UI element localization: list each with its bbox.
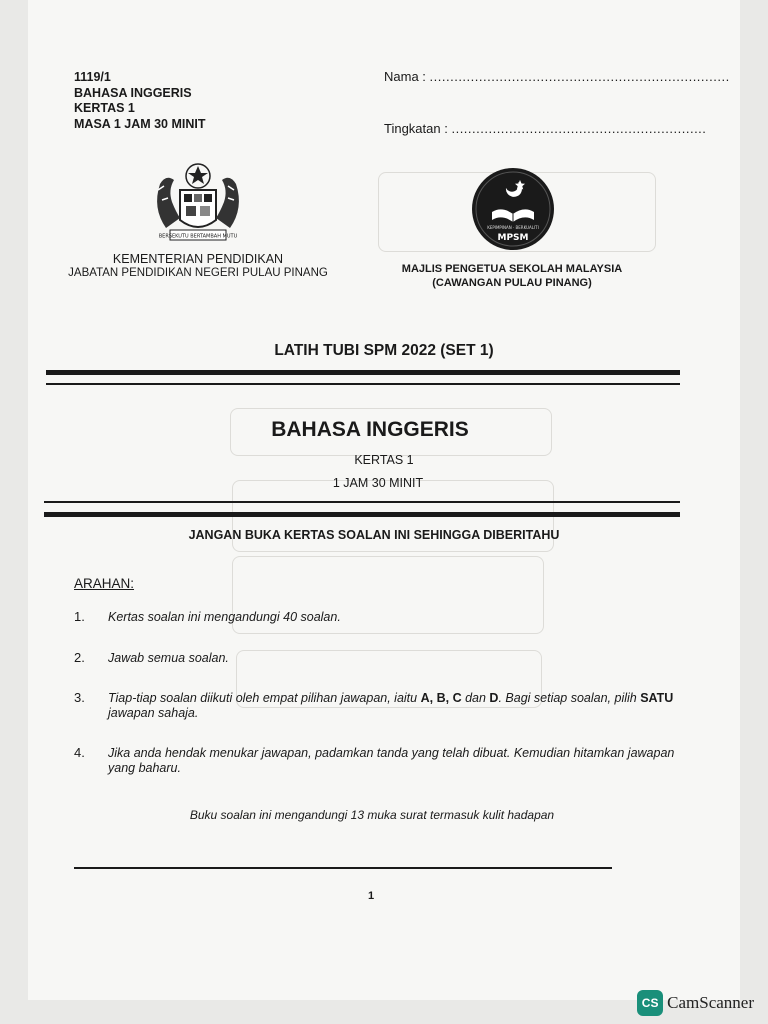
thick-rule-bottom (44, 512, 680, 517)
subject-name: BAHASA INGGERIS (74, 85, 192, 100)
subject-time: 1 JAM 30 MINIT (332, 476, 424, 490)
instruction-number: 1. (74, 609, 85, 624)
instruction-part: Tiap-tiap soalan diikuti oleh empat pilihan jawapan, iaitu (108, 691, 418, 705)
camscanner-logo-icon: CS (637, 990, 663, 1016)
instruction-part: dan (465, 691, 486, 705)
instruction-number: 3. (74, 690, 85, 705)
instruction-part: jawapan sahaja. (108, 706, 199, 720)
form-dots: .............................................................. (451, 121, 707, 136)
instruction-text (108, 691, 678, 721)
option-b-label: B, (436, 691, 450, 705)
name-label: Nama : (384, 69, 426, 84)
ministry-line1: KEMENTERIAN PENDIDIKAN (112, 252, 284, 266)
warning-text: JANGAN BUKA KERTAS SOALAN INI SEHINGGA DIBERITAHU (188, 528, 560, 542)
thin-rule-bottom (44, 501, 680, 503)
duration: MASA 1 JAM 30 MINIT (74, 116, 206, 131)
paper-code: 1119/1 (74, 70, 111, 84)
camscanner-text: CamScanner (667, 993, 754, 1012)
instruction-text: Jika anda hendak menukar jawapan, padamkan tanda yang telah dibuat. Kemudian hitamkan jawapan yang baharu. (108, 746, 675, 775)
header-block (74, 70, 206, 132)
name-field[interactable] (384, 69, 730, 84)
form-field[interactable] (384, 121, 706, 136)
ministry-line2: JABATAN PENDIDIKAN NEGERI PULAU PINANG (68, 267, 328, 279)
camscanner-watermark (637, 990, 754, 1016)
emphasis-word: SATU (640, 691, 674, 705)
mpsm-small-text: KEPIMPINAN · BERKUALITI (487, 225, 539, 230)
mpsm-line2: (CAWANGAN PULAU PINANG) (432, 277, 592, 289)
option-c-label: C (452, 691, 462, 705)
subject-paper: KERTAS 1 (354, 453, 414, 467)
instruction-number: 4. (74, 745, 85, 760)
form-label: Tingkatan : (384, 121, 448, 136)
footer-note: Buku soalan ini mengandungi 13 muka surat termasuk kulit hadapan (189, 808, 555, 822)
option-a-label: A, (420, 691, 434, 705)
coat-of-arms-icon (136, 160, 260, 248)
name-dots: ......................................................................... (429, 69, 730, 84)
paper-number: KERTAS 1 (74, 101, 135, 115)
thick-rule-top (46, 370, 680, 375)
mpsm-caption (392, 262, 632, 290)
exam-title: LATIH TUBI SPM 2022 (SET 1) (274, 342, 494, 359)
instruction-text: Jawab semua soalan. (108, 651, 229, 665)
mpsm-line1: MAJLIS PENGETUA SEKOLAH MALAYSIA (401, 263, 623, 275)
instruction-part: . Bagi setiap soalan, pilih (498, 691, 637, 705)
instruction-number: 2. (74, 650, 85, 665)
instruction-text: Kertas soalan ini mengandungi 40 soalan. (108, 610, 341, 624)
page-number: 1 (368, 890, 375, 902)
subject-title: BAHASA INGGERIS (271, 418, 469, 441)
footer-rule (74, 867, 612, 869)
crest-motto: BERSEKUTU BERTAMBAH MUTU (158, 233, 238, 240)
mpsm-logo-text: MPSM (497, 233, 529, 243)
instructions-heading: ARAHAN: (74, 576, 135, 591)
thin-rule-top (46, 383, 680, 385)
option-d-label: D (489, 691, 499, 705)
mpsm-logo-icon (470, 166, 556, 252)
ministry-caption (58, 252, 338, 280)
